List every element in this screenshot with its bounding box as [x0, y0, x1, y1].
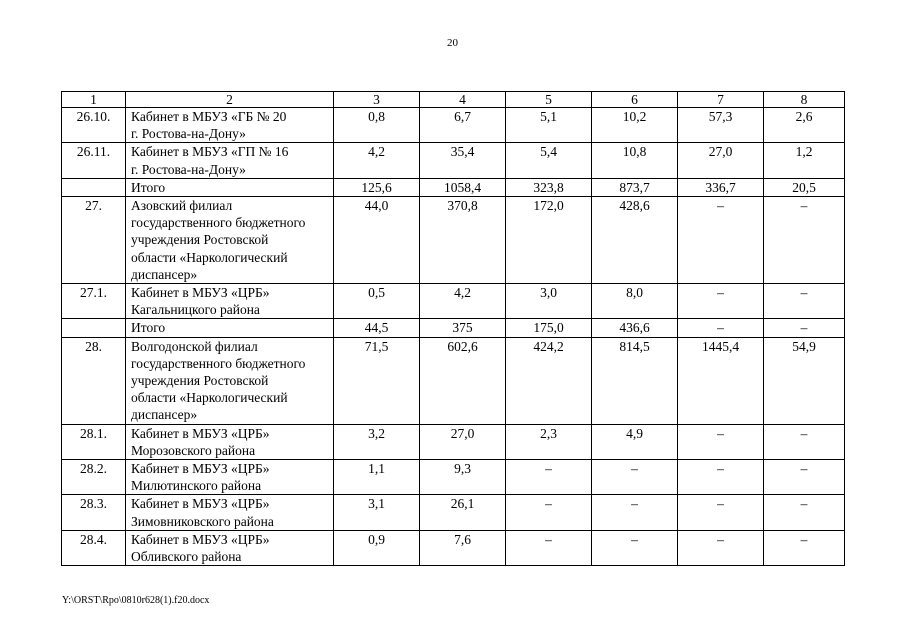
value-cell: 27,0 [678, 143, 764, 178]
value-cell: 602,6 [420, 337, 506, 424]
value-cell: – [764, 424, 845, 459]
file-path-footer: Y:\ORST\Rpo\0810r628(1).f20.docx [62, 595, 210, 606]
value-cell: 54,9 [764, 337, 845, 424]
name-cell: Кабинет в МБУЗ «ЦРБ» Обливского района [126, 530, 334, 565]
value-cell: 175,0 [506, 319, 592, 337]
table-row [62, 143, 845, 178]
value-cell: 20,5 [764, 178, 845, 196]
row-number-cell: 28.4. [62, 530, 126, 565]
row-number-cell: 26.11. [62, 143, 126, 178]
name-cell: Кабинет в МБУЗ «ЦРБ» Кагальницкого района [126, 284, 334, 319]
value-cell: 4,2 [420, 284, 506, 319]
name-cell: Кабинет в МБУЗ «ЦРБ» Милютинского района [126, 460, 334, 495]
page-number: 20 [447, 37, 458, 49]
value-cell: – [592, 495, 678, 530]
data-table [61, 91, 845, 566]
value-cell: – [764, 495, 845, 530]
value-cell: 873,7 [592, 178, 678, 196]
value-cell: 10,2 [592, 108, 678, 143]
value-cell: 9,3 [420, 460, 506, 495]
value-cell: 375 [420, 319, 506, 337]
value-cell: 436,6 [592, 319, 678, 337]
name-cell: Кабинет в МБУЗ «ЦРБ» Зимовниковского района [126, 495, 334, 530]
value-cell: 7,6 [420, 530, 506, 565]
value-cell: – [678, 319, 764, 337]
value-cell: – [678, 284, 764, 319]
row-number-cell: 28. [62, 337, 126, 424]
value-cell: – [764, 460, 845, 495]
value-cell: 4,9 [592, 424, 678, 459]
value-cell: 3,0 [506, 284, 592, 319]
column-header: 5 [506, 92, 592, 108]
value-cell: 27,0 [420, 424, 506, 459]
value-cell: 26,1 [420, 495, 506, 530]
table-row [62, 424, 845, 459]
value-cell: – [678, 530, 764, 565]
column-header: 3 [334, 92, 420, 108]
table-header-row [62, 92, 845, 108]
value-cell: 4,2 [334, 143, 420, 178]
value-cell: 172,0 [506, 197, 592, 284]
table-row [62, 337, 845, 424]
value-cell: 44,5 [334, 319, 420, 337]
column-header: 1 [62, 92, 126, 108]
row-number-cell: 28.1. [62, 424, 126, 459]
table-row [62, 460, 845, 495]
row-number-cell: 26.10. [62, 108, 126, 143]
name-cell: Кабинет в МБУЗ «ЦРБ» Морозовского района [126, 424, 334, 459]
name-cell: Итого [126, 178, 334, 196]
table-row [62, 530, 845, 565]
value-cell: 424,2 [506, 337, 592, 424]
value-cell: – [592, 460, 678, 495]
value-cell: – [764, 284, 845, 319]
column-header: 2 [126, 92, 334, 108]
value-cell: – [678, 424, 764, 459]
value-cell: 3,2 [334, 424, 420, 459]
value-cell: 336,7 [678, 178, 764, 196]
column-header: 8 [764, 92, 845, 108]
table-row [62, 284, 845, 319]
row-number-cell: 28.2. [62, 460, 126, 495]
row-number-cell [62, 319, 126, 337]
column-header: 4 [420, 92, 506, 108]
row-number-cell: 28.3. [62, 495, 126, 530]
table-row [62, 178, 845, 196]
name-cell: Итого [126, 319, 334, 337]
name-cell: Кабинет в МБУЗ «ГП № 16 г. Ростова-на-Дону» [126, 143, 334, 178]
table-row [62, 108, 845, 143]
value-cell: – [764, 530, 845, 565]
value-cell: – [506, 460, 592, 495]
value-cell: 1058,4 [420, 178, 506, 196]
column-header: 7 [678, 92, 764, 108]
value-cell: 35,4 [420, 143, 506, 178]
value-cell: 57,3 [678, 108, 764, 143]
value-cell: – [506, 495, 592, 530]
value-cell: 10,8 [592, 143, 678, 178]
value-cell: – [592, 530, 678, 565]
value-cell: 0,9 [334, 530, 420, 565]
value-cell: – [678, 460, 764, 495]
name-cell: Волгодонской филиал государственного бюджетного учреждения Ростовской области «Наркологический диспансер» [126, 337, 334, 424]
value-cell: 6,7 [420, 108, 506, 143]
value-cell: 814,5 [592, 337, 678, 424]
row-number-cell: 27. [62, 197, 126, 284]
name-cell: Азовский филиал государственного бюджетного учреждения Ростовской области «Наркологический диспансер» [126, 197, 334, 284]
value-cell: 8,0 [592, 284, 678, 319]
value-cell: 5,1 [506, 108, 592, 143]
value-cell: 1445,4 [678, 337, 764, 424]
row-number-cell [62, 178, 126, 196]
value-cell: 428,6 [592, 197, 678, 284]
value-cell: 3,1 [334, 495, 420, 530]
value-cell: 0,5 [334, 284, 420, 319]
column-header: 6 [592, 92, 678, 108]
value-cell: 125,6 [334, 178, 420, 196]
value-cell: 71,5 [334, 337, 420, 424]
value-cell: 2,3 [506, 424, 592, 459]
value-cell: 370,8 [420, 197, 506, 284]
value-cell: 2,6 [764, 108, 845, 143]
table-row [62, 495, 845, 530]
value-cell: 1,2 [764, 143, 845, 178]
table-row [62, 197, 845, 284]
value-cell: 44,0 [334, 197, 420, 284]
value-cell: – [764, 197, 845, 284]
value-cell: – [506, 530, 592, 565]
table-row [62, 319, 845, 337]
name-cell: Кабинет в МБУЗ «ГБ № 20 г. Ростова-на-Дону» [126, 108, 334, 143]
value-cell: 0,8 [334, 108, 420, 143]
value-cell: 1,1 [334, 460, 420, 495]
table-body [62, 108, 845, 566]
value-cell: – [678, 197, 764, 284]
row-number-cell: 27.1. [62, 284, 126, 319]
value-cell: – [764, 319, 845, 337]
value-cell: – [678, 495, 764, 530]
value-cell: 323,8 [506, 178, 592, 196]
value-cell: 5,4 [506, 143, 592, 178]
